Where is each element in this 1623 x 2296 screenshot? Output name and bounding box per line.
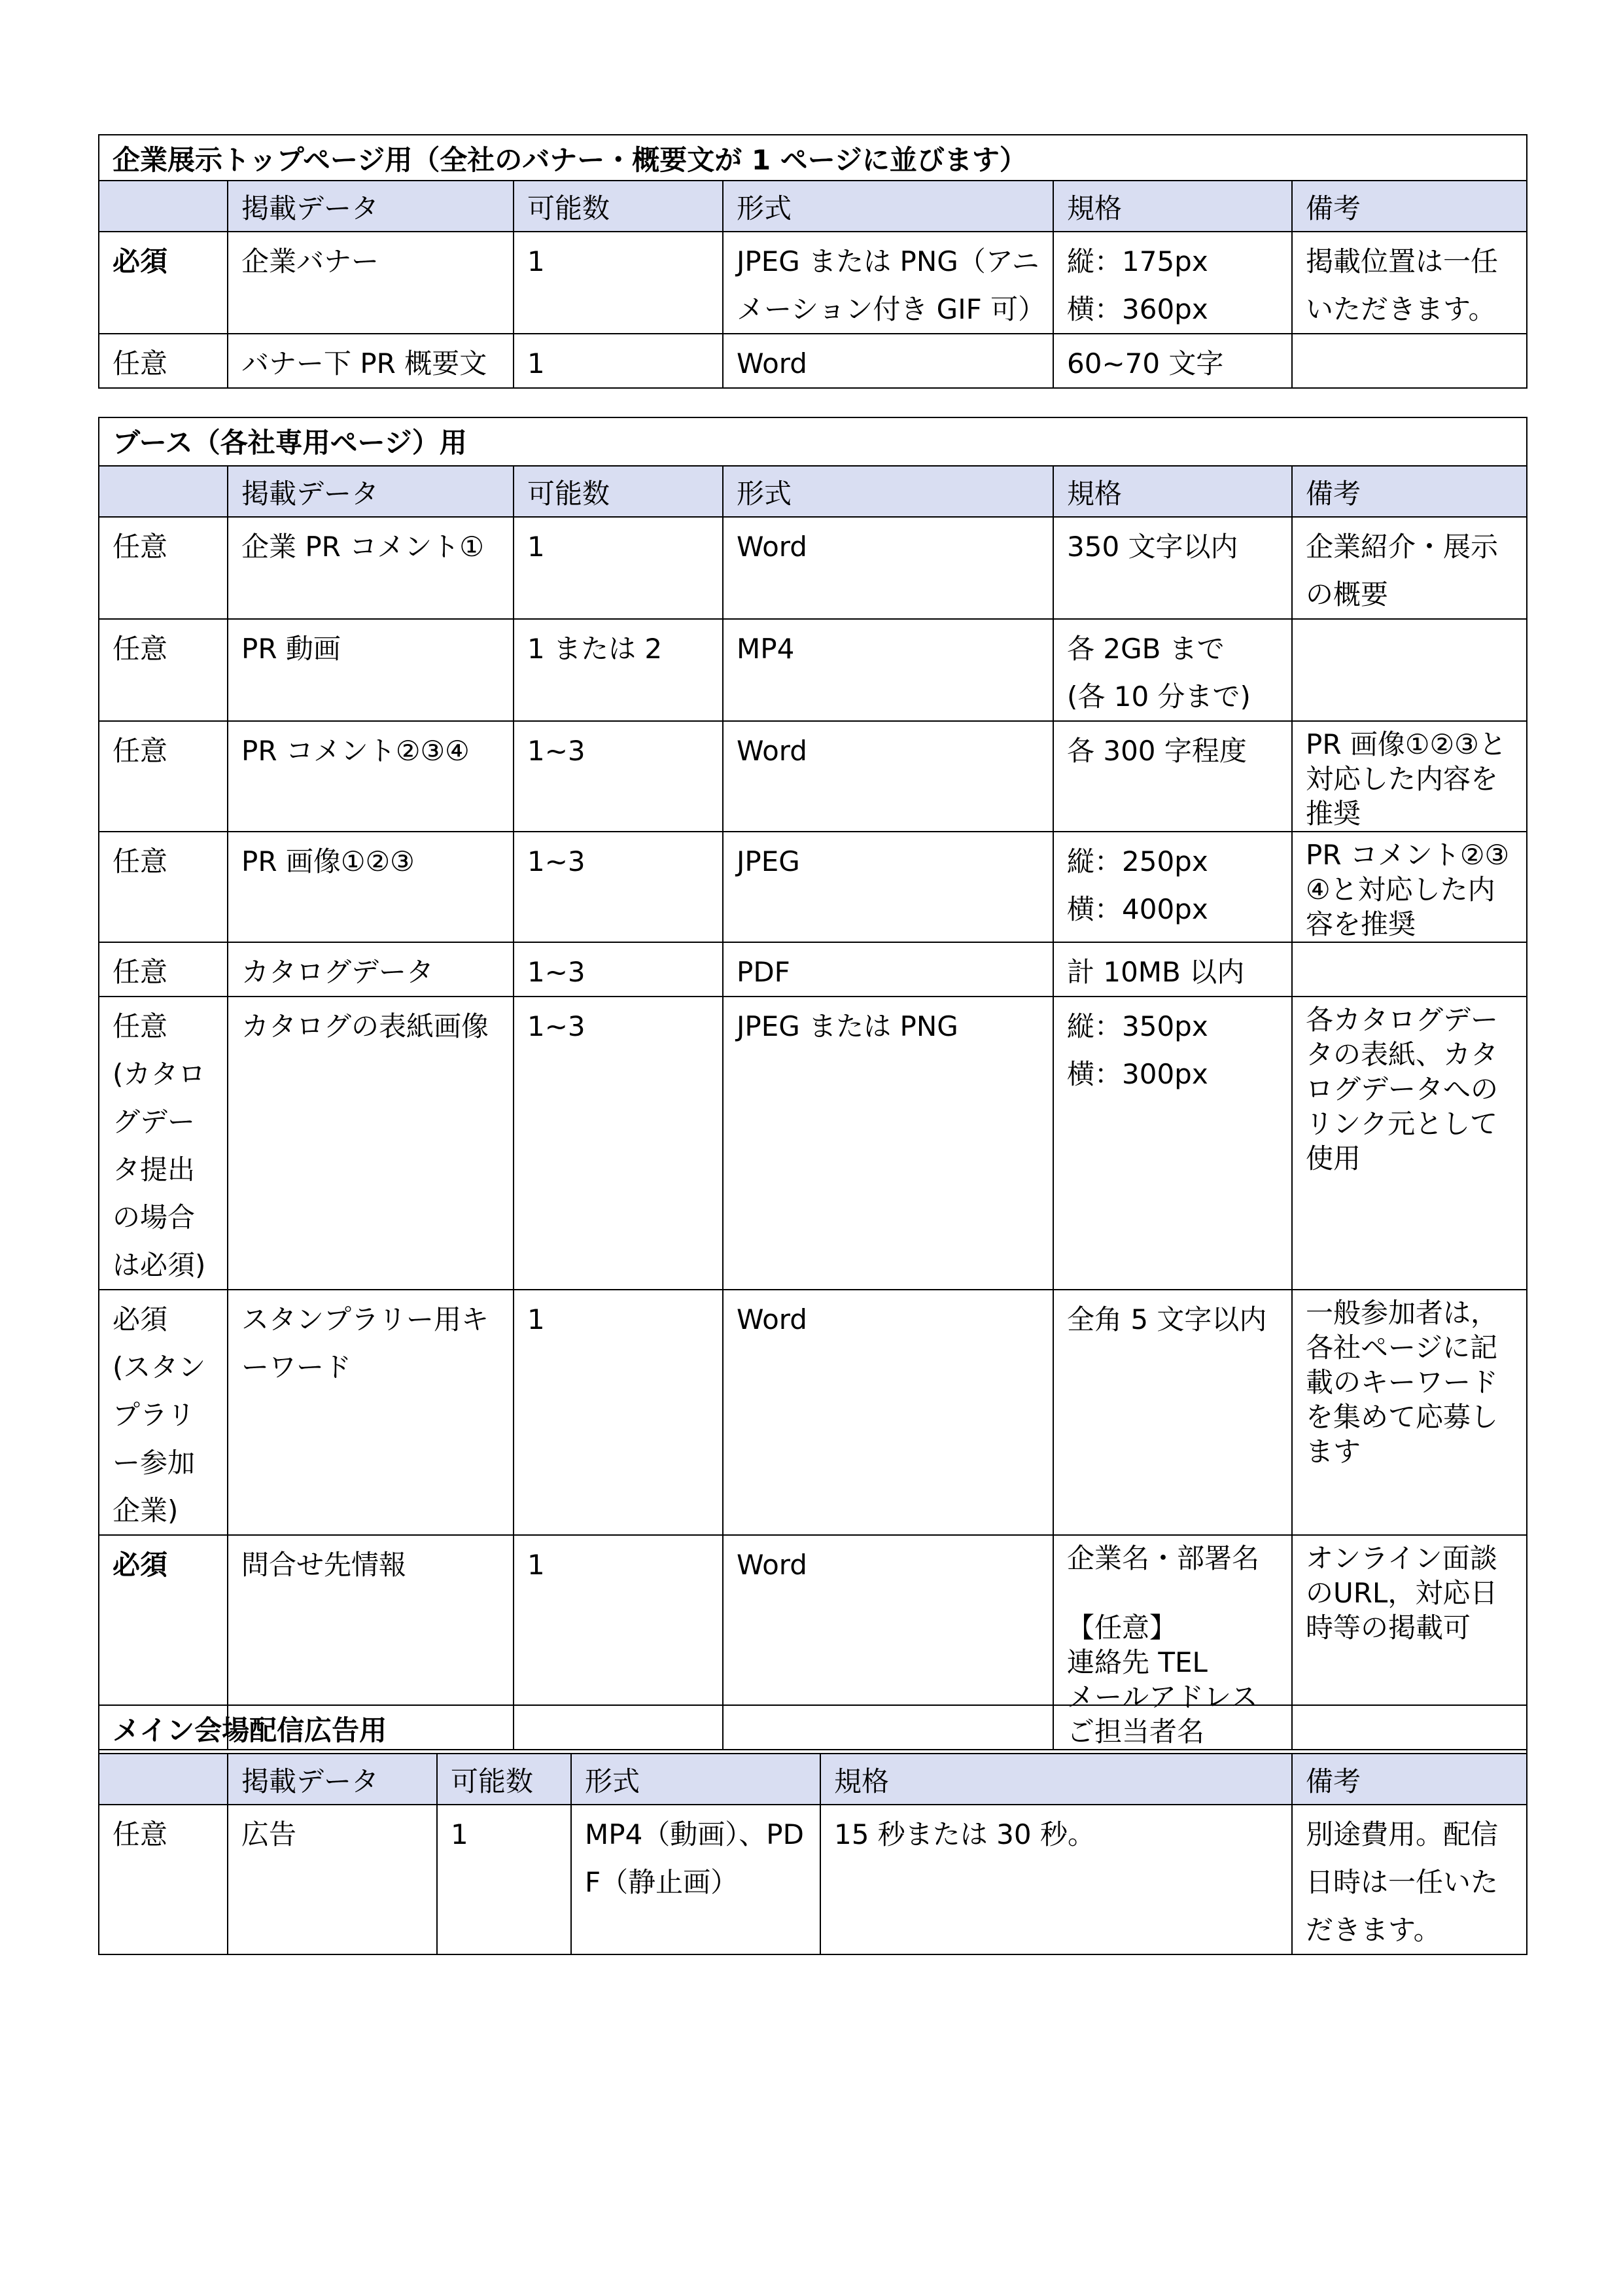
table-title: メイン会場配信広告用	[99, 1705, 1527, 1754]
count-cell: 1~3	[514, 832, 723, 942]
data-name-cell: バナー下 PR 概要文	[228, 334, 514, 388]
header-cell: 規格	[820, 1754, 1292, 1805]
table-row	[99, 832, 1527, 942]
format-cell: JPEG または PNG（アニメーション付き GIF 可）	[723, 232, 1053, 334]
header-cell: 備考	[1292, 1754, 1527, 1805]
format-cell: MP4	[723, 619, 1053, 721]
header-cell	[99, 181, 228, 232]
spec-cell: 各 2GB まで (各 10 分まで)	[1053, 619, 1292, 721]
data-name-cell: カタログの表紙画像	[228, 997, 514, 1290]
booth-table	[98, 417, 1527, 1750]
requirement-cell: 必須 (スタンプラリー参加企業)	[99, 1290, 228, 1535]
header-cell: 可能数	[514, 181, 723, 232]
data-name-cell: PR コメント②③④	[228, 721, 514, 832]
note-cell: PR コメント②③④と対応した内容を推奨	[1292, 832, 1527, 942]
data-name-cell: 問合せ先情報	[228, 1535, 514, 1750]
requirement-cell: 任意	[99, 832, 228, 942]
spec-cell: 各 300 字程度	[1053, 721, 1292, 832]
header-cell: 可能数	[514, 466, 723, 517]
format-cell: MP4（動画）、PDF（静止画）	[571, 1805, 820, 1954]
requirement-cell: 任意	[99, 619, 228, 721]
header-cell: 可能数	[437, 1754, 571, 1805]
format-cell: JPEG	[723, 832, 1053, 942]
count-cell: 1~3	[514, 721, 723, 832]
note-cell: 別途費用。配信日時は一任いただきます。	[1292, 1805, 1527, 1954]
note-cell: 掲載位置は一任いただきます。	[1292, 232, 1527, 334]
requirement-cell: 必須	[99, 1535, 228, 1750]
spec-cell: 縦：175px 横：360px	[1053, 232, 1292, 334]
note-cell	[1292, 334, 1527, 388]
table-row	[99, 942, 1527, 997]
spec-cell: 縦：350px 横：300px	[1053, 997, 1292, 1290]
note-cell: 一般参加者は，各社ページに記載のキーワードを集めて応募します	[1292, 1290, 1527, 1535]
requirement-cell: 任意	[99, 1805, 228, 1954]
format-cell: Word	[723, 1535, 1053, 1750]
spec-cell: 15 秒または 30 秒。	[820, 1805, 1292, 1954]
header-cell: 形式	[571, 1754, 820, 1805]
note-cell	[1292, 619, 1527, 721]
note-cell: 企業紹介・展示の概要	[1292, 517, 1527, 619]
table-row	[99, 1290, 1527, 1535]
format-cell: JPEG または PNG	[723, 997, 1053, 1290]
header-cell: 掲載データ	[228, 466, 514, 517]
header-cell: 規格	[1053, 181, 1292, 232]
format-cell: PDF	[723, 942, 1053, 997]
count-cell: 1~3	[514, 942, 723, 997]
count-cell: 1~3	[514, 997, 723, 1290]
data-name-cell: スタンプラリー用キーワード	[228, 1290, 514, 1535]
table-row	[99, 232, 1527, 334]
table-row	[99, 1805, 1527, 1954]
table-row	[99, 619, 1527, 721]
spec-cell: 計 10MB 以内	[1053, 942, 1292, 997]
format-cell: Word	[723, 721, 1053, 832]
count-cell: 1	[514, 517, 723, 619]
header-cell: 備考	[1292, 466, 1527, 517]
spec-cell: 全角 5 文字以内	[1053, 1290, 1292, 1535]
note-cell	[1292, 942, 1527, 997]
requirement-cell: 任意	[99, 721, 228, 832]
note-cell: オンライン面談のURL，対応日時等の掲載可	[1292, 1535, 1527, 1750]
count-cell: 1	[514, 334, 723, 388]
header-cell	[99, 1754, 228, 1805]
note-cell: PR 画像①②③と対応した内容を推奨	[1292, 721, 1527, 832]
requirement-cell: 任意	[99, 942, 228, 997]
data-name-cell: PR 動画	[228, 619, 514, 721]
data-name-cell: 広告	[228, 1805, 437, 1954]
header-cell: 掲載データ	[228, 1754, 437, 1805]
spec-cell: 企業名・部署名 【任意】 連絡先 TEL メールアドレス ご担当者名	[1053, 1535, 1292, 1750]
format-cell: Word	[723, 517, 1053, 619]
table-title: 企業展示トップページ用（全社のバナー・概要文が 1 ページに並びます）	[99, 135, 1527, 181]
requirement-cell: 任意 (カタログデータ提出の場合は必須)	[99, 997, 228, 1290]
count-cell: 1	[514, 1290, 723, 1535]
table-row	[99, 334, 1527, 388]
table-row	[99, 997, 1527, 1290]
requirement-cell: 任意	[99, 334, 228, 388]
data-name-cell: 企業バナー	[228, 232, 514, 334]
spec-cell: 350 文字以内	[1053, 517, 1292, 619]
requirement-cell: 必須	[99, 232, 228, 334]
format-cell: Word	[723, 334, 1053, 388]
count-cell: 1 または 2	[514, 619, 723, 721]
header-cell: 形式	[723, 466, 1053, 517]
header-cell	[99, 466, 228, 517]
data-name-cell: カタログデータ	[228, 942, 514, 997]
table-title: ブース（各社専用ページ）用	[99, 417, 1527, 466]
data-name-cell: 企業 PR コメント①	[228, 517, 514, 619]
table-row	[99, 517, 1527, 619]
top-page-table	[98, 134, 1527, 389]
ads-table	[98, 1704, 1527, 1955]
spec-cell: 60~70 文字	[1053, 334, 1292, 388]
header-cell: 掲載データ	[228, 181, 514, 232]
count-cell: 1	[514, 1535, 723, 1750]
count-cell: 1	[514, 232, 723, 334]
header-cell: 備考	[1292, 181, 1527, 232]
note-cell: 各カタログデータの表紙、カタログデータへのリンク元として使用	[1292, 997, 1527, 1290]
requirement-cell: 任意	[99, 517, 228, 619]
count-cell: 1	[437, 1805, 571, 1954]
header-cell: 規格	[1053, 466, 1292, 517]
header-cell: 形式	[723, 181, 1053, 232]
format-cell: Word	[723, 1290, 1053, 1535]
spec-cell: 縦：250px 横：400px	[1053, 832, 1292, 942]
data-name-cell: PR 画像①②③	[228, 832, 514, 942]
table-row	[99, 721, 1527, 832]
